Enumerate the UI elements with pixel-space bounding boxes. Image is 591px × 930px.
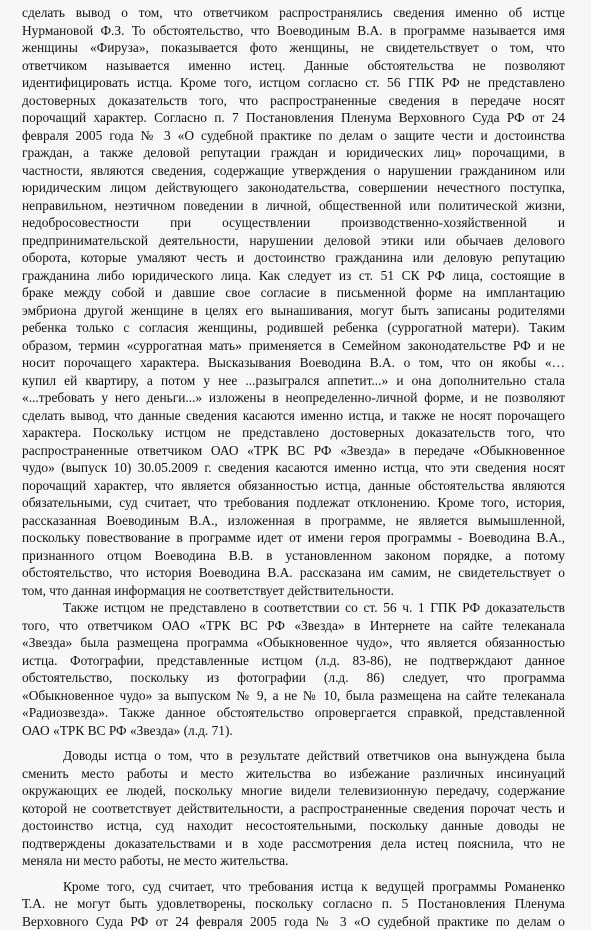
- text-line: рассказанная Воеводиным В.А., изложенная в программе, не является вымышленной,: [22, 512, 565, 530]
- paragraph-1: [22, 4, 565, 599]
- text-line: носит порочащего характера. Высказывания Воеводина В.А. о том, что он якобы «…: [22, 354, 565, 372]
- text-line: чудо» (выпуск 10) 30.05.2009 г. сведения касаются именно истца, что эти сведения носят: [22, 459, 565, 477]
- text-line: характера. Поскольку истцом не представлено достоверных доказательств того, что: [22, 424, 565, 442]
- text-line: браке между собой и давшие свое согласие в письменной форме на имплантацию: [22, 284, 565, 302]
- text-line: предпринимательской деятельности, нарушении деловой этики или обычаев делового: [22, 232, 565, 250]
- text-line: «...требовать у него деньги...» изложены в неопределенно-личной форме, и не позволяют: [22, 389, 565, 407]
- text-line: гражданина либо юридического лица. Как следует из ст. 51 СК РФ лица, состоящие в: [22, 267, 565, 285]
- text-line: февраля 2005 года № 3 «О судебной практике по делам о защите чести и достоинства: [22, 127, 565, 145]
- text-line: недобросовестности при осуществлении производственно-хозяйственной и: [22, 214, 565, 232]
- text-line: граждан, а также деловой репутации граждан и юридических лиц» порочащими, в: [22, 144, 565, 162]
- text-line: «Обыкновенное чудо» за выпуском № 9, а не № 10, была размещена на сайте телеканала: [22, 687, 565, 705]
- text-line: идентифицировать истца. Кроме того, истцом согласно ст. 56 ГПК РФ не представлено: [22, 74, 565, 92]
- text-line: меняла ни место работы, не место жительства.: [22, 852, 565, 870]
- text-line: ребенка только с согласия женщины, родившей ребенка (суррогатной матери). Таким: [22, 319, 565, 337]
- text-line: сменить место работы и место жительства во избежание различных инсинуаций: [22, 765, 565, 783]
- text-line: эмбриона другой женщине в целях его вынашивания, могут быть записаны родителями: [22, 302, 565, 320]
- text-line: подтверждены доказательствами и в ходе рассмотрения дела истец пояснила, что не: [22, 835, 565, 853]
- text-line: распространенные ответчиком ОАО «ТРК ВС РФ «Звезда» в передаче «Обыкновенное: [22, 442, 565, 460]
- text-line: женщины «Фируза», показывается фото женщины, не свидетельствует о том, что: [22, 39, 565, 57]
- text-line: том, что данная информация не соответствует действительности.: [22, 582, 565, 600]
- text-line: сделать вывод, что данные сведения касаются именно истца, и также не носят порочащего: [22, 407, 565, 425]
- text-line: обстоятельство, поскольку из фотографии (л.д. 86) следует, что программа: [22, 669, 565, 687]
- text-line: Нурмановой Ф.З. То обстоятельство, что Воеводиным В.А. в программе называется имя: [22, 22, 565, 40]
- text-line: истца. Фотографии, представленные истцом (л.д. 83-86), не подтверждают данное: [22, 652, 565, 670]
- text-line: Т.А. не могут быть удовлетворены, поскольку согласно п. 5 Постановления Пленума: [22, 895, 565, 913]
- paragraph-3: [22, 747, 565, 870]
- text-line: ОАО «ТРК ВС РФ «Звезда» (л.д. 71).: [22, 722, 565, 740]
- text-line: образом, термин «суррогатная мать» применяется в Семейном законодательстве РФ и не: [22, 337, 565, 355]
- text-line: порочащий характер, что является обязанностью истца, данные обстоятельства являются: [22, 477, 565, 495]
- text-line: обстоятельство, что история Воеводина В.А. рассказана им самим, не свидетельствует о: [22, 564, 565, 582]
- text-line: которой не соответствует действительности, а распространенные сведения порочат честь и: [22, 800, 565, 818]
- text-line: Верховного Суда РФ от 24 февраля 2005 года № 3 «О судебной практике по делам о: [22, 913, 565, 930]
- text-line: Кроме того, суд считает, что требования истца к ведущей программы Романенко: [22, 878, 565, 896]
- text-line: Также истцом не представлено в соответствии со ст. 56 ч. 1 ГПК РФ доказательств: [22, 599, 565, 617]
- paragraph-spacer: [22, 870, 565, 878]
- text-line: поскольку повествование в программе идет от имени героя программы - Воеводина В.А.,: [22, 529, 565, 547]
- text-line: «Звезда» была размещена программа «Обыкновенное чудо», что является обязанностью: [22, 634, 565, 652]
- text-line: того, что ответчиком ОАО «ТРК ВС РФ «Звезда» в Интернете на сайте телеканала: [22, 617, 565, 635]
- paragraph-4: [22, 878, 565, 930]
- text-line: достоверных доказательств того, что распространенные сведения в передаче носят: [22, 92, 565, 110]
- text-line: порочащий характер. Согласно п. 7 Постановления Пленума Верховного Суда РФ от 24: [22, 109, 565, 127]
- paragraph-2: [22, 599, 565, 739]
- text-line: сделать вывод о том, что ответчиком распространялись сведения именно об истце: [22, 4, 565, 22]
- text-line: обязательными, суд считает, что требования подлежат отклонению. Кроме того, история,: [22, 494, 565, 512]
- text-line: неправильном, неэтичном поведении в личной, общественной или политической жизни,: [22, 197, 565, 215]
- text-line: окружающих ее людей, поскольку многие видели телевизионную передачу, содержание: [22, 782, 565, 800]
- text-line: признанного отцом Воеводина В.В. в установленном законом порядке, а потому: [22, 547, 565, 565]
- text-line: «Радиозвезда». Также данное обстоятельство опровергается справкой, представленной: [22, 704, 565, 722]
- text-line: юридическим лицом действующего законодательства, совершении нечестного поступка,: [22, 179, 565, 197]
- text-line: купил ей квартиру, а потом у нее ...разыгрался аппетит...» и она дополнительно стала: [22, 372, 565, 390]
- paragraph-spacer: [22, 739, 565, 747]
- text-line: оборота, которые умаляют честь и достоинство гражданина или деловую репутацию: [22, 249, 565, 267]
- text-line: Доводы истца о том, что в результате действий ответчиков она вынуждена была: [22, 747, 565, 765]
- text-line: ответчиком называется именно истец. Данные обстоятельства не позволяют: [22, 57, 565, 75]
- text-line: достоинство истца, суд находит несостоятельными, поскольку данные доводы не: [22, 817, 565, 835]
- text-line: частности, являются сведения, содержащие утверждения о нарушении гражданином или: [22, 162, 565, 180]
